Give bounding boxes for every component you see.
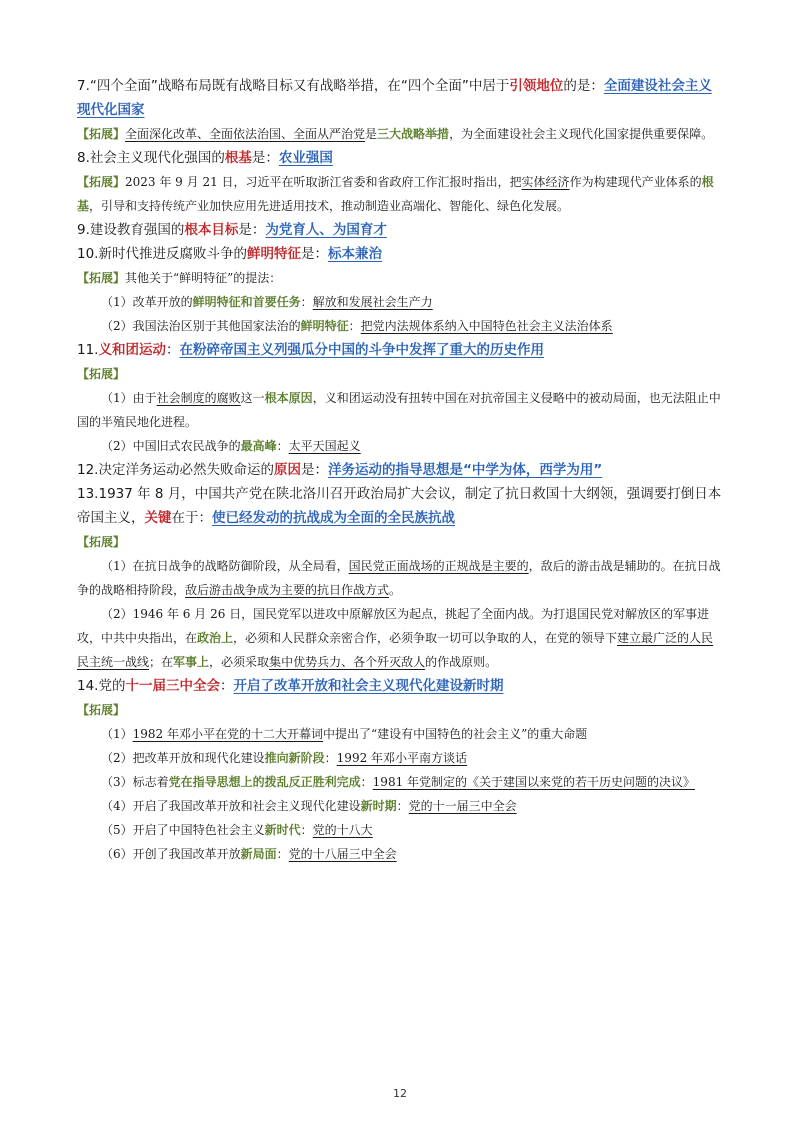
answer: 全面建设社会主义现代化国家 xyxy=(77,78,712,118)
extension-label: 【拓展】 xyxy=(77,271,126,285)
key-term: 义和团运动 xyxy=(98,342,166,358)
key-term: 根本目标 xyxy=(184,222,239,238)
extension-label: 【拓展】 xyxy=(77,703,126,717)
answer: 农业强国 xyxy=(278,150,333,166)
list-item: （2）1946 年 6 月 26 日，国民党军以进攻中原解放区为起点，挑起了全面内战。为打退国民党对解放区的军事进攻，中共中央指出，在政治上，必须和人民群众亲密合作，必须争取一切可以争取的人，在党的领导下建立最广泛的人民民主统一战线；在军事上，必须采取集中优势兵力、各个歼灭敌人的作战原则。 xyxy=(77,607,714,669)
extension-13 xyxy=(77,530,725,554)
question-10: 10.新时代推进反腐败斗争的鲜明特征是：标本兼治 xyxy=(77,246,382,262)
key-term: 鲜明特征 xyxy=(246,246,301,262)
extension-7: 【拓展】全面深化改革、全面依法治国、全面从严治党是三大战略举措，为全面建设社会主义现代化国家提供重要保障。 xyxy=(77,127,714,141)
extension-8: 【拓展】2023 年 9 月 21 日，习近平在听取浙江省委和省政府工作汇报时指出，把实体经济作为构建现代产业体系的根基，引导和支持传统产业加快应用先进适用技术，推动制造业高端化、智能化、绿色化发展。 xyxy=(77,175,714,213)
list-item: （2）中国旧式农民战争的最高峰：太平天国起义 xyxy=(101,439,361,453)
extension-label: 【拓展】 xyxy=(77,175,126,189)
extension-14 xyxy=(77,698,725,722)
answer: 在粉碎帝国主义列强瓜分中国的斗争中发挥了重大的历史作用 xyxy=(179,342,544,358)
list-item: （2）我国法治区别于其他国家法治的鲜明特征：把党内法规体系纳入中国特色社会主义法治体系 xyxy=(101,319,613,333)
list-item: （5）开启了中国特色社会主义新时代：党的十八大 xyxy=(101,823,373,837)
answer: 使已经发动的抗战成为全面的全民族抗战 xyxy=(212,510,455,526)
answer: 标本兼治 xyxy=(327,246,382,262)
list-item: （1）改革开放的鲜明特征和首要任务：解放和发展社会生产力 xyxy=(101,295,433,309)
key-term: 引领地位 xyxy=(509,78,564,94)
question-8: 8.社会主义现代化强国的根基是：农业强国 xyxy=(77,150,333,166)
list-item: （3）标志着党在指导思想上的拨乱反正胜利完成：1981 年党制定的《关于建国以来党的若干历史问题的决议》 xyxy=(101,775,696,789)
document-page xyxy=(77,74,725,866)
list-item: （1）在抗日战争的战略防御阶段，从全局看，国民党正面战场的正规战是主要的，敌后的游击战是辅助的。在抗日战争的战略相持阶段，敌后游击战争成为主要的抗日作战方式。 xyxy=(77,559,721,597)
extension-11 xyxy=(77,362,725,386)
question-13: 13.1937 年 8 月，中国共产党在陕北洛川召开政治局扩大会议，制定了抗日救国十大纲领，强调要打倒日本帝国主义，关键在于：使已经发动的抗战成为全面的全民族抗战 xyxy=(77,486,722,526)
extension-label: 【拓展】 xyxy=(77,535,126,549)
answer: 洋务运动的指导思想是“中学为体，西学为用” xyxy=(327,462,603,478)
question-12: 12.决定洋务运动必然失败命运的原因是：洋务运动的指导思想是“中学为体，西学为用” xyxy=(77,462,603,478)
list-item: （2）把改革开放和现代化建设推向新阶段：1992 年邓小平南方谈话 xyxy=(101,751,468,765)
question-14: 14.党的十一届三中全会：开启了改革开放和社会主义现代化建设新时期 xyxy=(77,678,504,694)
page-number: 12 xyxy=(393,1087,407,1100)
question-9: 9.建设教育强国的根本目标是：为党育人、为国育才 xyxy=(77,222,387,238)
key-term: 十一届三中全会 xyxy=(125,678,220,694)
key-term: 关键 xyxy=(144,510,172,526)
list-item: （1）1982 年邓小平在党的十二大开幕词中提出了“建设有中国特色的社会主义”的重大命题 xyxy=(101,727,588,741)
answer: 为党育人、为国育才 xyxy=(265,222,387,238)
extension-label: 【拓展】 xyxy=(77,127,126,141)
list-item: （4）开启了我国改革开放和社会主义现代化建设新时期：党的十一届三中全会 xyxy=(101,799,517,813)
list-item: （1）由于社会制度的腐败这一根本原因，义和团运动没有扭转中国在对抗帝国主义侵略中的被动局面，也无法阻止中国的半殖民地化进程。 xyxy=(77,391,721,429)
key-term: 根基 xyxy=(224,150,252,166)
question-11: 11.义和团运动：在粉碎帝国主义列强瓜分中国的斗争中发挥了重大的历史作用 xyxy=(77,342,544,358)
key-term: 原因 xyxy=(273,462,301,478)
answer: 开启了改革开放和社会主义现代化建设新时期 xyxy=(233,678,504,694)
extension-10: 【拓展】其他关于“鲜明特征”的提法： xyxy=(77,271,282,285)
question-7: 7.“四个全面”战略布局既有战略目标又有战略举措，在“四个全面”中居于引领地位的是：全面建设社会主义现代化国家 xyxy=(77,78,712,118)
list-item: （6）开创了我国改革开放新局面：党的十八届三中全会 xyxy=(101,847,397,861)
extension-label: 【拓展】 xyxy=(77,367,126,381)
